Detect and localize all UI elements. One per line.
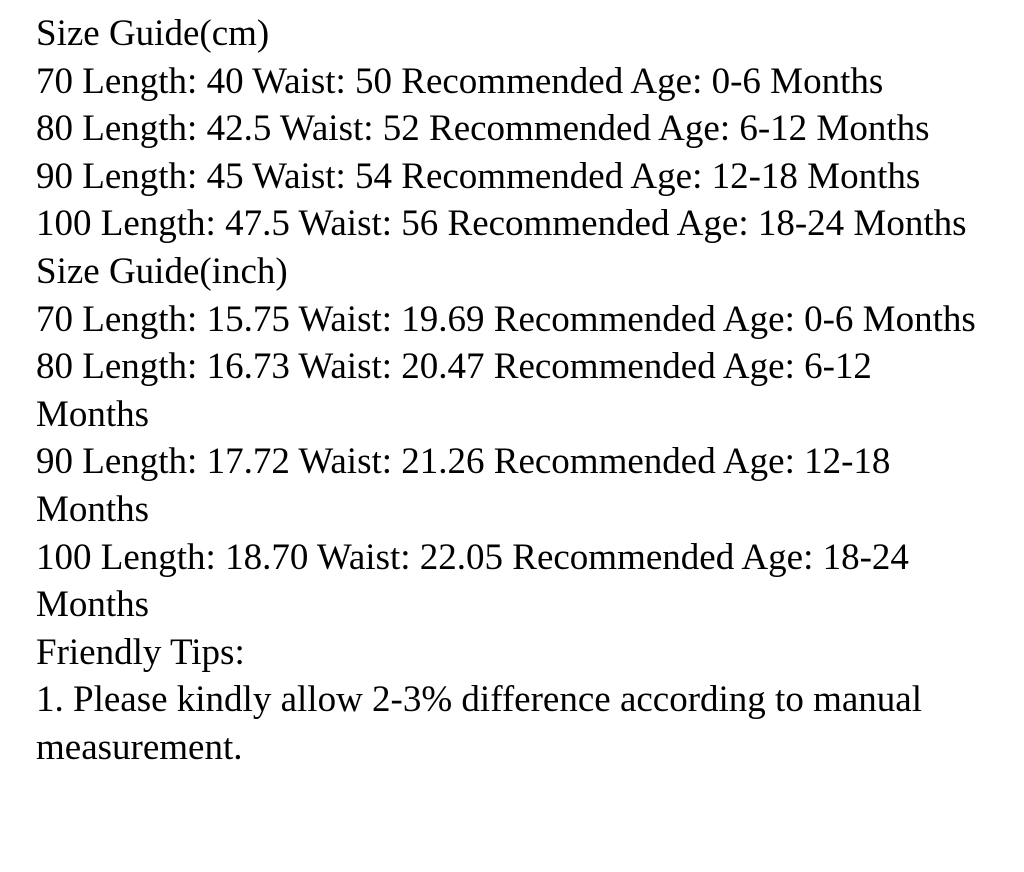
size-row-inch-90: 90 Length: 17.72 Waist: 21.26 Recommended Age: 12-18 Months [36, 441, 900, 530]
friendly-tip-1: 1. Please kindly allow 2-3% difference according to manual measurement. [36, 679, 932, 768]
size-row-inch-80: 80 Length: 16.73 Waist: 20.47 Recommended Age: 6-12 Months [36, 346, 882, 435]
size-row-cm-100: 100 Length: 47.5 Waist: 56 Recommended Age: 18-24 Months [36, 203, 967, 245]
size-row-inch-70: 70 Length: 15.75 Waist: 19.69 Recommended Age: 0-6 Months [36, 298, 976, 340]
size-row-inch-100: 100 Length: 18.70 Waist: 22.05 Recommended Age: 18-24 Months [36, 536, 919, 626]
size-guide-inch-heading: Size Guide(inch) [36, 250, 288, 292]
size-row-cm-80: 80 Length: 42.5 Waist: 52 Recommended Age: 6-12 Months [36, 108, 930, 150]
size-guide-cm-heading: Size Guide(cm) [36, 13, 270, 54]
size-row-cm-70: 70 Length: 40 Waist: 50 Recommended Age: 0-6 Months [36, 60, 884, 102]
size-row-cm-90: 90 Length: 45 Waist: 54 Recommended Age: 12-18 Months [36, 155, 921, 197]
friendly-tips-heading: Friendly Tips: [36, 631, 245, 673]
